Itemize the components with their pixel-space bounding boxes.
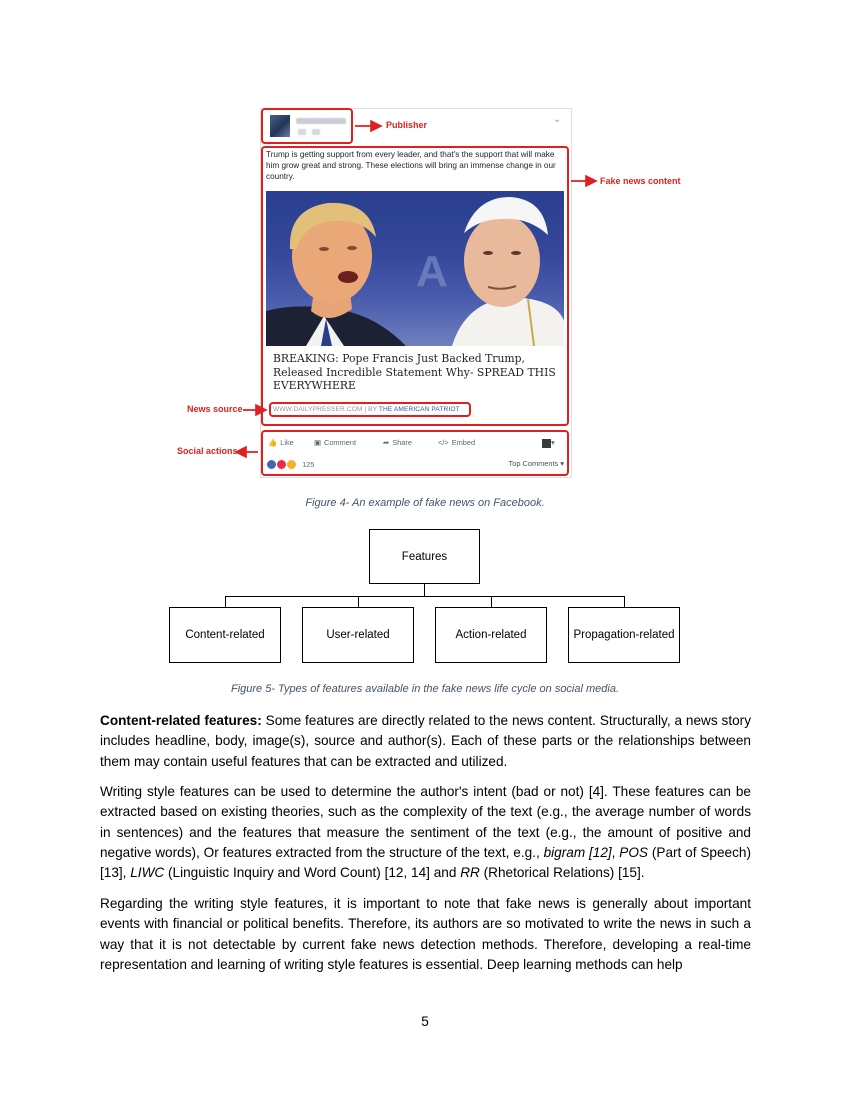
annotation-arrows (0, 0, 850, 500)
tree-connector (424, 584, 425, 596)
figure4-caption: Figure 4- An example of fake news on Facebook. (305, 497, 545, 509)
propagation-related-node: Propagation-related (568, 607, 680, 663)
top-comments-label: Top Comments (508, 459, 559, 468)
social-actions-annotation: Social actions (177, 446, 238, 456)
news-headline[interactable]: BREAKING: Pope Francis Just Backed Trump, Released Incredible Statement Why- SPREAD THIS EVERYWHERE (273, 352, 556, 393)
inline-term: bigram [12] (543, 844, 612, 860)
like-label: Like (280, 438, 294, 447)
top-comments-dropdown[interactable]: Top Comments ▾ (508, 459, 564, 468)
embed-label: Embed (451, 438, 476, 447)
paragraph-lead: Content-related features: (100, 713, 262, 728)
post-text: Trump is getting support from every leader, and that's the support that will make him grow great and strong. These elections will bring an immense change in our country. (266, 150, 556, 181)
fake-news-content-annotation: Fake news content (600, 176, 681, 186)
comment-icon: ▣ (314, 438, 321, 447)
paragraph-content-related (100, 711, 751, 772)
features-root-node: Features (369, 529, 480, 584)
caret-down-icon: ▾ (551, 438, 555, 447)
paragraph-writing-style (100, 782, 751, 883)
comment-label: Comment (323, 438, 357, 447)
inline-term: RR (460, 865, 480, 881)
paragraph-text: , (611, 844, 620, 860)
share-icon: ➦ (383, 438, 390, 447)
inline-term: LIWC (130, 865, 165, 881)
tree-connector (491, 596, 492, 607)
embed-icon: </> (438, 438, 449, 447)
paragraph-text: (Part of Speech) [13], (100, 844, 751, 881)
publisher-annotation: Publisher (386, 120, 428, 130)
paragraph-text: (Rhetorical Relations) [15]. (479, 865, 645, 881)
paragraph-text: (Linguistic Inquiry and Word Count) [12, 14] and (164, 865, 461, 881)
chevron-down-icon[interactable]: ⌄ (553, 114, 562, 125)
page-number: 5 (421, 1014, 429, 1029)
action-related-node: Action-related (435, 607, 547, 663)
source-site: WWW.DAILYPRESSER.COM (273, 406, 363, 413)
source-separator: | BY (362, 406, 379, 413)
figure5-caption: Figure 5- Types of features available in the fake news life cycle on social media. (230, 683, 620, 695)
tree-connector (624, 596, 625, 607)
source-author: THE AMERICAN PATRIOT (378, 406, 460, 413)
user-related-node: User-related (302, 607, 414, 663)
inline-term: POS (619, 844, 649, 860)
paragraph-text: Some features are directly related to the news content. Structurally, a news story includes headline, body, image(s), source and author(s). Each of these parts or the relationships between them may contain useful features that can be extracted and utilized. (100, 713, 751, 769)
tree-connector (358, 596, 359, 607)
thumbs-up-icon: 👍 (268, 438, 278, 447)
tree-connector (225, 596, 226, 607)
paragraph-text: Writing style features can be used to determine the author's intent (bad or not) [4]. These features can be extracted based on existing theories, such as the complexity of the text (e.g., the average number of words in sentences) and the features that measure the sentiment of the text (e.g., the amount of positive and negative words), Or features extracted from the structure of the text, e.g., (100, 784, 751, 860)
reaction-count[interactable]: 125 (302, 460, 315, 469)
news-source-annotation: News source (187, 404, 243, 414)
paragraph-writing-style-regarding: Regarding the writing style features, it is important to note that fake news is generally about important events with financial or political benefits. Therefore, its authors are so motivated to write the news in such a way that it is not detectable by current fake news detection methods. Therefore, developing a real-time representation and learning of writing style features is essential. Deep learning methods can help (100, 896, 751, 972)
tree-connector (225, 596, 625, 597)
content-related-node: Content-related (169, 607, 281, 663)
share-label: Share (392, 438, 412, 447)
svg-text:A: A (416, 247, 448, 296)
